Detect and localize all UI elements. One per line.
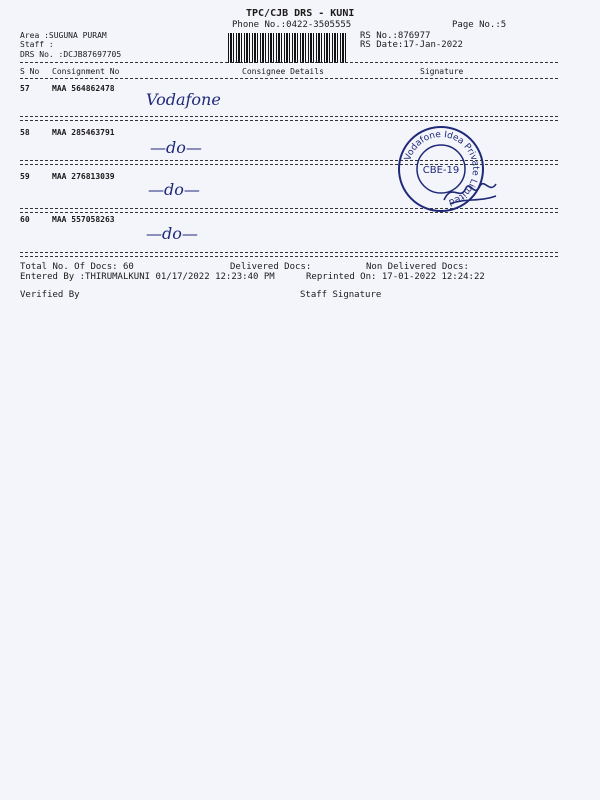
staff-signature: Staff Signature	[300, 290, 382, 300]
handwritten-consignee: Vodafone	[146, 90, 221, 109]
row-consignment-no: MAA 276813039	[52, 172, 115, 181]
handwritten-ditto: —do—	[146, 224, 198, 243]
handwritten-ditto: —do—	[148, 180, 200, 199]
stamp-center: CBE-19	[422, 165, 460, 176]
document-title: TPC/CJB DRS - KUNI	[246, 8, 355, 19]
column-header-consignee: Consignee Details	[242, 67, 324, 76]
row-sno: 57	[20, 84, 30, 93]
signature-scribble	[440, 172, 500, 212]
area-label: Area :SUGUNA PURAM	[20, 31, 107, 40]
non-delivered-docs: Non Delivered Docs:	[366, 262, 469, 272]
phone-number: Phone No.:0422-3505555	[232, 20, 352, 30]
column-header-consignment: Consignment No	[52, 67, 120, 76]
delivered-docs: Delivered Docs:	[230, 262, 312, 272]
staff-label: Staff :	[20, 40, 54, 49]
header-divider-bottom	[20, 78, 558, 79]
verified-by: Verified By	[20, 290, 80, 300]
header-divider-top	[20, 62, 558, 63]
reprinted-on: Reprinted On: 17-01-2022 12:24:22	[306, 272, 485, 282]
rs-number: RS No.:876977	[360, 31, 431, 41]
row-sno: 58	[20, 128, 30, 137]
page-number: Page No.:5	[452, 20, 507, 30]
row-sno: 59	[20, 172, 30, 181]
column-header-sno: S No	[20, 67, 40, 76]
row-consignment-no: MAA 285463791	[52, 128, 115, 137]
stamp-text: Vodafone Idea Private Limited	[403, 129, 481, 207]
handwritten-ditto: —do—	[150, 138, 202, 157]
row-consignment-no: MAA 564862478	[52, 84, 115, 93]
table-bottom-divider	[20, 252, 558, 257]
drs-number: DRS No. :DCJB87697705	[20, 50, 122, 59]
total-docs: Total No. Of Docs: 60	[20, 262, 134, 272]
row-consignment-no: MAA 557058263	[52, 215, 115, 224]
barcode	[228, 33, 346, 63]
row-divider	[20, 116, 558, 121]
entered-by: Entered By :THIRUMALKUNI 01/17/2022 12:23:40 PM	[20, 272, 275, 282]
column-header-signature: Signature	[420, 67, 464, 76]
row-sno: 60	[20, 215, 30, 224]
rs-date: RS Date:17-Jan-2022	[360, 40, 463, 50]
